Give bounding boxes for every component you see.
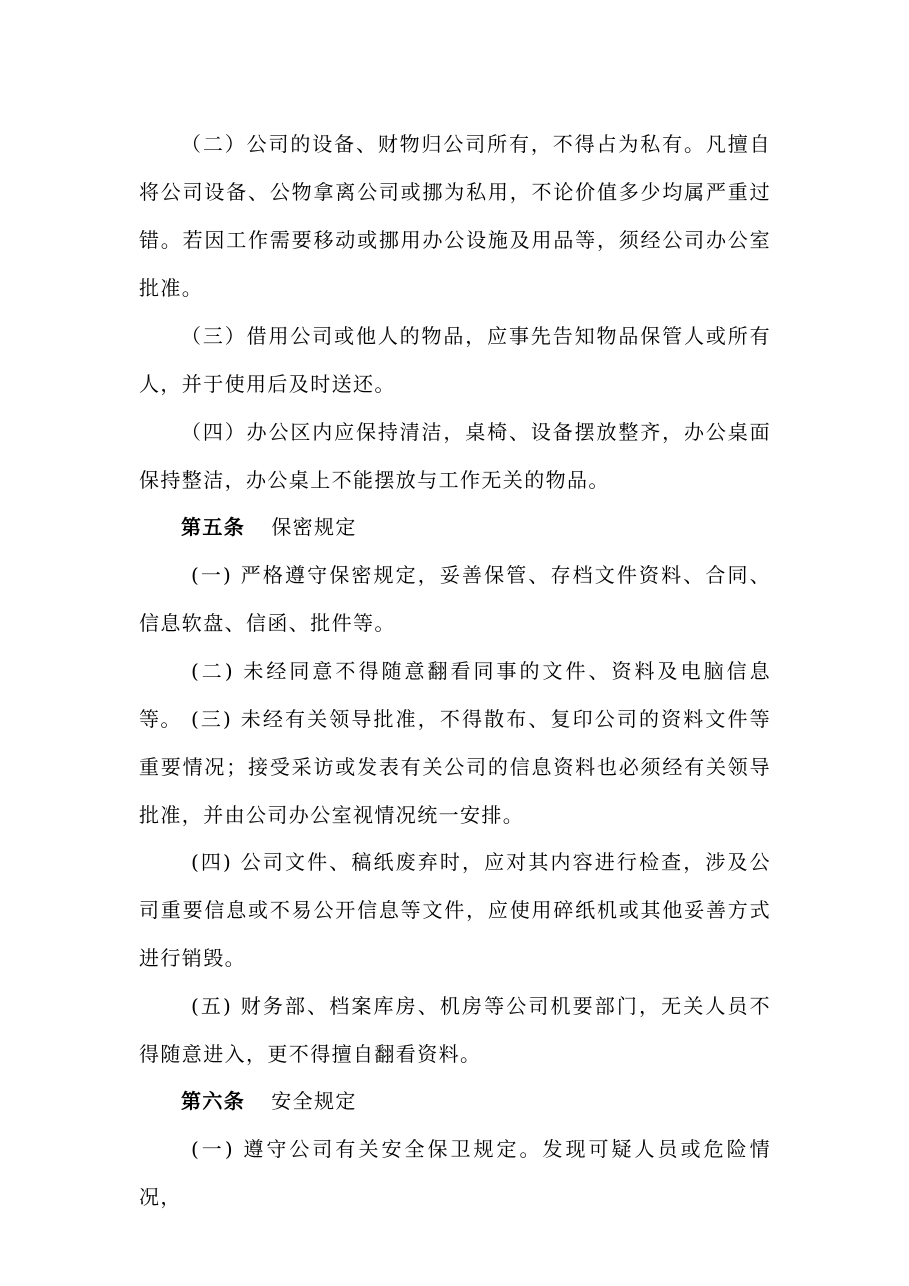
article-5-item-3: (三) 未经有关领导批准，不得散布、复印公司的资料文件等重要情况；接受采访或发表有关公司的信息资料也必须经有关领导批准，并由公司办公室视情况统一安排。	[139, 707, 771, 827]
article-6-item-1: (一) 遵守公司有关安全保卫规定。发现可疑人员或危险情况，	[139, 1137, 771, 1209]
article-5-heading	[181, 503, 357, 551]
paragraph-2: （二）公司的设备、财物归公司所有，不得占为私有。凡擅自将公司设备、公物拿离公司或挪为私用，不论价值多少均属严重过错。若因工作需要移动或挪用办公设施及用品等，须经公司办公室批准。	[139, 132, 771, 300]
article-6-heading	[181, 1077, 357, 1125]
paragraph-3: （三）借用公司或他人的物品，应事先告知物品保管人或所有人，并于使用后及时送还。	[139, 324, 771, 396]
article-6-title: 安全规定	[271, 1089, 357, 1113]
article-5-item-5: (五) 财务部、档案库房、机房等公司机要部门，无关人员不得随意进入，更不得擅自翻看资料。	[139, 994, 771, 1066]
paragraph-4: （四）办公区内应保持清洁，桌椅、设备摆放整齐，办公桌面保持整洁，办公桌上不能摆放与工作无关的物品。	[139, 420, 771, 492]
article-5-item-2: (二) 未经同意不得随意翻看同事的文件、资料及电脑信息等。	[139, 659, 771, 731]
article-5-item-1: (一) 严格遵守保密规定，妥善保管、存档文件资料、合同、信息软盘、信函、批件等。	[139, 563, 771, 635]
article-5-item-4: (四) 公司文件、稿纸废弃时，应对其内容进行检查，涉及公司重要信息或不易公开信息等文件，应使用碎纸机或其他妥善方式进行销毁。	[139, 850, 771, 970]
article-6-label: 第六条	[181, 1089, 246, 1113]
article-5-title: 保密规定	[271, 515, 357, 539]
article-5-label: 第五条	[181, 515, 246, 539]
